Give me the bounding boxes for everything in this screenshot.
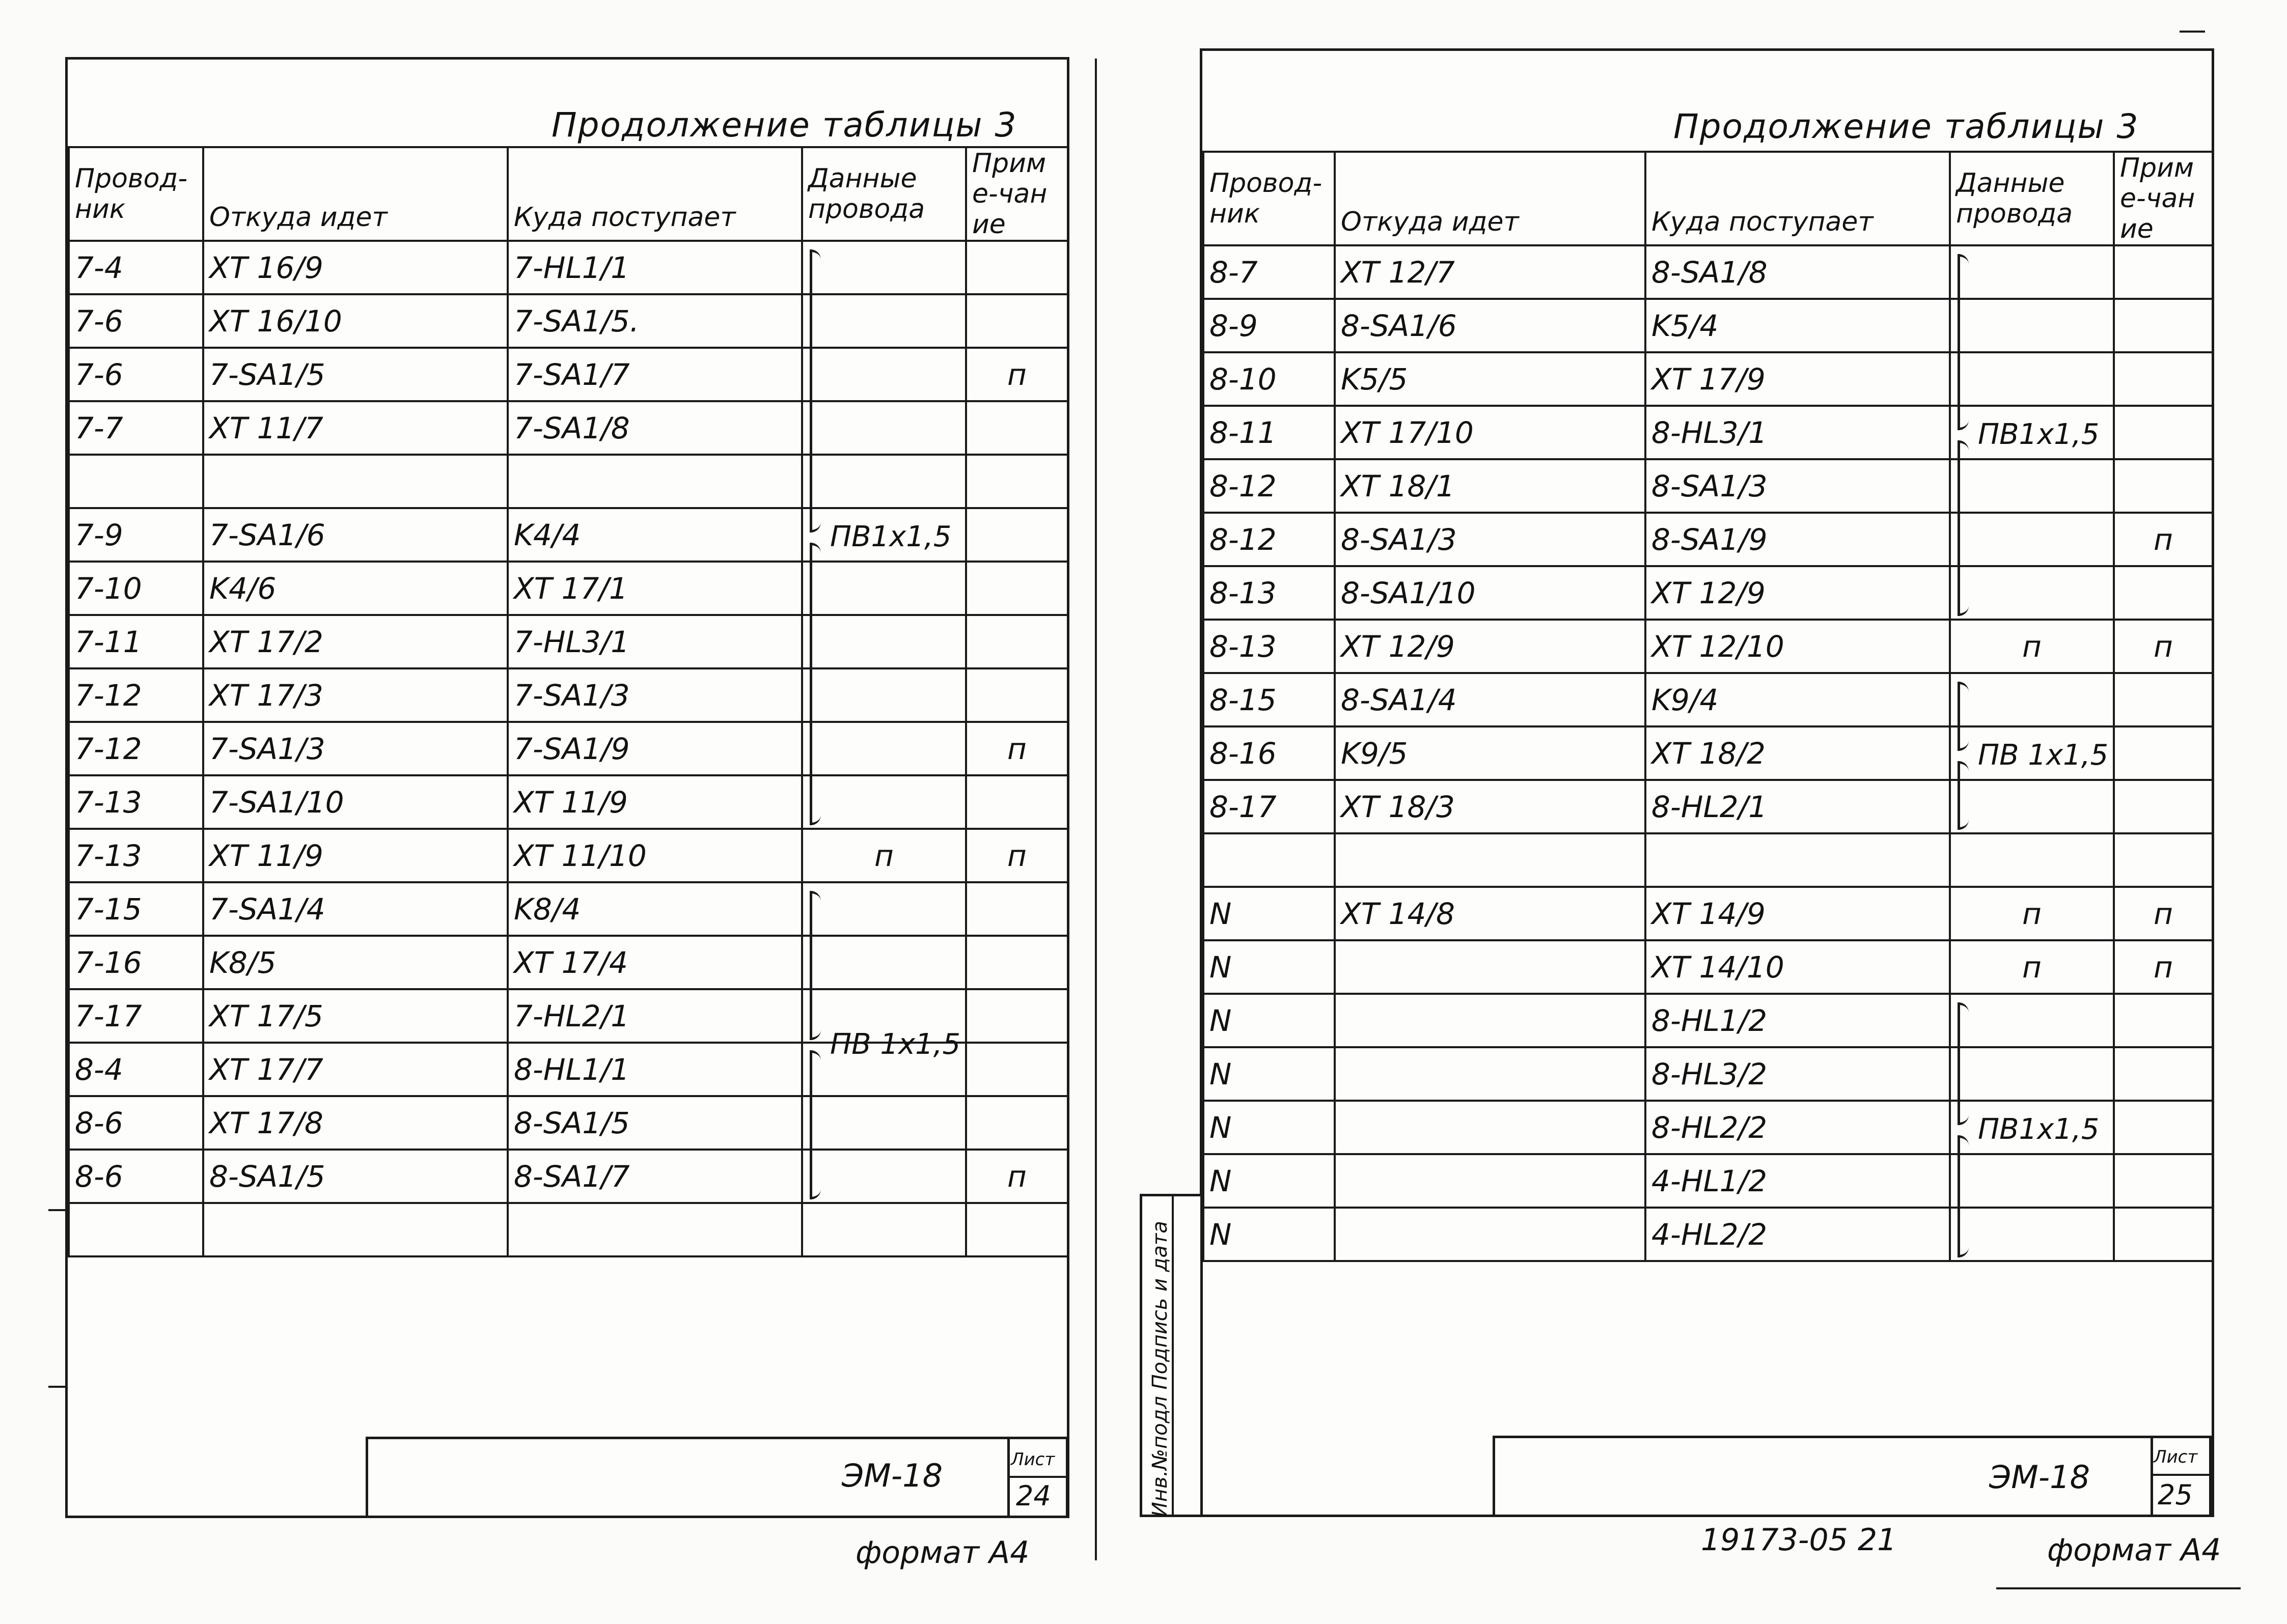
cell-wire: 8-16 [1203,726,1335,780]
cell-wire-data [802,1150,966,1203]
cell-note [2114,994,2213,1047]
cell-note [2114,1208,2213,1261]
cell-wire: 7-10 [69,562,203,615]
cell-from [1335,1154,1645,1208]
cell-wire: N [1203,940,1335,994]
cell-note [2114,673,2213,726]
table-row [1203,833,2213,887]
cell-to: K9/4 [1645,673,1950,726]
sheet-label: Лист [2154,1447,2198,1467]
cell-wire: 8-12 [1203,513,1335,566]
cell-wire [69,1203,203,1256]
cell-note [2114,566,2213,620]
strip-text: Инв.№подл Подпись и дата [1148,1221,1172,1517]
cell-note [966,562,1068,615]
cell-to: XT 12/10 [1645,620,1950,673]
cell-wire: 8-13 [1203,566,1335,620]
cell-wire-data [802,775,966,829]
cell-to: 8-SA1/3 [1645,459,1950,513]
cell-wire-data [802,668,966,722]
cell-note [966,882,1068,936]
cell-wire: 7-16 [69,936,203,989]
format-label: формат А4 [2047,1532,2221,1568]
cell-note [2114,352,2213,406]
cell-wire: 7-4 [69,241,203,294]
cell-wire: 8-6 [69,1150,203,1203]
cell-note [2114,1154,2213,1208]
cell-wire: 8-12 [1203,459,1335,513]
cell-to: 4-HL1/2 [1645,1154,1950,1208]
cell-note [2114,833,2213,887]
group-wire-label: ПВ1х1,5 [830,520,952,553]
cell-note [966,508,1068,562]
cell-wire-data [1950,780,2114,833]
table-row [1203,673,2213,726]
cell-from: K5/5 [1335,352,1645,406]
cell-from: K4/6 [203,562,508,615]
cell-to: XT 12/9 [1645,566,1950,620]
cell-wire-data [1950,1154,2114,1208]
cell-from: K8/5 [203,936,508,989]
cell-note: п [966,722,1068,775]
cell-note: п [2114,513,2213,566]
cell-from: XT 17/8 [203,1096,508,1150]
cell-wire-data [802,294,966,348]
cell-from: 8-SA1/6 [1335,299,1645,352]
cell-wire: 7-6 [69,348,203,401]
cell-wire-data [1950,1047,2114,1101]
cell-from [1335,1101,1645,1154]
cell-wire: 7-15 [69,882,203,936]
cell-from: XT 12/9 [1335,620,1645,673]
cell-wire: 8-4 [69,1043,203,1096]
cell-wire-data: п [1950,887,2114,940]
cell-wire-data [1950,459,2114,513]
cell-from: XT 17/7 [203,1043,508,1096]
table-row [69,722,1068,775]
cell-note [2114,1101,2213,1154]
title-block [1493,1436,2212,1517]
header-row [1203,152,2213,245]
cell-note [2114,406,2213,459]
cell-to: XT 17/1 [508,562,802,615]
cell-wire-data: п [1950,620,2114,673]
table-row [69,615,1068,668]
right-sheet [1200,48,2214,1517]
cell-note: п [2114,940,2213,994]
header-to: Куда поступает [508,147,802,241]
table-row [1203,1047,2213,1101]
cell-wire: N [1203,1101,1335,1154]
cell-to: 4-HL2/2 [1645,1208,1950,1261]
cell-to: 8-SA1/8 [1645,245,1950,299]
cell-from: 8-SA1/5 [203,1150,508,1203]
group-wire-label: ПВ 1х1,5 [1978,738,2109,772]
cell-to: 8-SA1/7 [508,1150,802,1203]
cell-wire-data [802,882,966,936]
table-row [1203,513,2213,566]
cell-note [966,455,1068,508]
cell-wire-data [1950,245,2114,299]
header-note: Приме-чание [966,147,1068,241]
cell-to: K8/4 [508,882,802,936]
cell-wire: 8-7 [1203,245,1335,299]
cell-to: 7-SA1/7 [508,348,802,401]
cell-from: XT 12/7 [1335,245,1645,299]
sheet-number-divider [2151,1474,2212,1476]
cell-to: XT 17/4 [508,936,802,989]
cell-note: п [966,1150,1068,1203]
cell-from: XT 17/2 [203,615,508,668]
sheet-number: 25 [2158,1479,2193,1511]
table-row [1203,245,2213,299]
cell-to: 7-SA1/8 [508,401,802,455]
cell-from [1335,1047,1645,1101]
cell-wire: 8-15 [1203,673,1335,726]
page-edge-line [1095,59,1097,1560]
cell-wire: 7-11 [69,615,203,668]
cell-note [2114,726,2213,780]
cell-wire: 7-13 [69,829,203,882]
cell-to: XT 18/2 [1645,726,1950,780]
table-row [69,1150,1068,1203]
table-row [1203,352,2213,406]
cell-wire: N [1203,994,1335,1047]
cell-to: XT 14/9 [1645,887,1950,940]
cell-to: 7-HL1/1 [508,241,802,294]
format-label: формат А4 [856,1535,1030,1571]
cell-to: 7-SA1/9 [508,722,802,775]
cell-note [2114,780,2213,833]
cell-wire-data [1950,994,2114,1047]
table-row [69,294,1068,348]
cell-wire-data: п [802,829,966,882]
table-row [69,1203,1068,1256]
cell-from [1335,1208,1645,1261]
table-row [1203,994,2213,1047]
cell-wire-data [802,562,966,615]
cell-wire-data [802,936,966,989]
cell-from: 7-SA1/4 [203,882,508,936]
cell-note [966,1096,1068,1150]
table-row [1203,887,2213,940]
cell-from: XT 17/5 [203,989,508,1043]
edge-tick [1996,1587,2241,1589]
cell-note [966,294,1068,348]
sheet-number: 24 [1016,1480,1051,1512]
cell-wire: N [1203,1047,1335,1101]
cell-wire: N [1203,1208,1335,1261]
cell-wire-data [1950,352,2114,406]
cell-to: XT 11/9 [508,775,802,829]
cell-wire: 8-9 [1203,299,1335,352]
table-row [69,668,1068,722]
document-code: ЭМ-18 [842,1457,943,1494]
cell-wire-data [1950,833,2114,887]
cell-note: п [2114,887,2213,940]
cell-wire-data [1950,299,2114,352]
cell-to: 8-HL3/1 [1645,406,1950,459]
table-row [69,348,1068,401]
cell-wire-data [802,455,966,508]
cell-to: 7-SA1/3 [508,668,802,722]
table-row [69,241,1068,294]
sheet-label: Лист [1011,1449,1055,1470]
cell-wire-data [802,1203,966,1256]
cell-to: 7-SA1/5. [508,294,802,348]
continuation-heading: Продолжение таблицы 3 [552,105,1017,145]
table-row [1203,1154,2213,1208]
header-wire: Провод-ник [69,147,203,241]
cell-wire: 7-17 [69,989,203,1043]
cell-from: 7-SA1/6 [203,508,508,562]
cell-to: K4/4 [508,508,802,562]
cell-to: XT 17/9 [1645,352,1950,406]
left-sheet [65,57,1069,1518]
cell-wire-data [802,241,966,294]
cell-wire: 7-7 [69,401,203,455]
cell-to [508,1203,802,1256]
header-wire-data: Данные провода [802,147,966,241]
cell-from: 8-SA1/10 [1335,566,1645,620]
cell-note [966,936,1068,989]
cell-from: 7-SA1/3 [203,722,508,775]
cell-to: K5/4 [1645,299,1950,352]
cell-from [1335,833,1645,887]
document-code: ЭМ-18 [1989,1459,2090,1496]
table-row [1203,299,2213,352]
header-wire: Провод-ник [1203,152,1335,245]
header-note: Приме-чание [2114,152,2213,245]
edge-tick [48,1209,66,1211]
wire-table [1202,151,2214,1262]
cell-note [966,615,1068,668]
cell-note: п [966,829,1068,882]
cell-wire-data [802,1096,966,1150]
cell-wire [69,455,203,508]
group-wire-label: ПВ 1х1,5 [830,1028,961,1061]
cell-note [966,1043,1068,1096]
cell-to: 8-HL2/1 [1645,780,1950,833]
cell-to: 7-HL3/1 [508,615,802,668]
cell-wire-data [1950,513,2114,566]
cell-to: 7-HL2/1 [508,989,802,1043]
cell-wire: N [1203,887,1335,940]
table-row [69,829,1068,882]
cell-from: XT 16/10 [203,294,508,348]
wire-table [68,146,1069,1257]
header-from: Откуда идет [1335,152,1645,245]
cell-note [966,989,1068,1043]
signature-side-strip [1140,1194,1203,1517]
cell-from: K9/5 [1335,726,1645,780]
cell-wire [1203,833,1335,887]
header-to: Куда поступает [1645,152,1950,245]
cell-wire: 8-11 [1203,406,1335,459]
cell-from: 7-SA1/10 [203,775,508,829]
archive-number: 19173-05 21 [1701,1522,1897,1558]
cell-wire: 7-13 [69,775,203,829]
group-wire-label: ПВ1х1,5 [1978,417,2100,451]
header-wire-data: Данные провода [1950,152,2114,245]
cell-note [966,775,1068,829]
cell-from [203,1203,508,1256]
cell-to: 8-HL2/2 [1645,1101,1950,1154]
cell-wire: 7-6 [69,294,203,348]
cell-wire: 7-12 [69,668,203,722]
table-row [69,401,1068,455]
table-row [69,775,1068,829]
cell-note [2114,1047,2213,1101]
cell-to: 8-HL1/1 [508,1043,802,1096]
cell-to [1645,833,1950,887]
cell-to: XT 14/10 [1645,940,1950,994]
table-row [69,882,1068,936]
cell-from: 7-SA1/5 [203,348,508,401]
cell-from: XT 14/8 [1335,887,1645,940]
cell-from [1335,940,1645,994]
sheet-number-divider [1007,1476,1068,1478]
edge-tick [2180,31,2205,33]
cell-wire: 7-12 [69,722,203,775]
group-wire-label: ПВ1х1,5 [1978,1112,2100,1146]
cell-from: XT 18/3 [1335,780,1645,833]
title-block [366,1437,1068,1518]
table-row [1203,780,2213,833]
cell-wire-data [1950,1208,2114,1261]
cell-wire-data: п [1950,940,2114,994]
header-row [69,147,1068,241]
cell-wire-data [1950,673,2114,726]
cell-wire: 8-10 [1203,352,1335,406]
cell-to: XT 11/10 [508,829,802,882]
table-row [69,455,1068,508]
cell-note: п [2114,620,2213,673]
cell-note [2114,459,2213,513]
cell-to: 8-HL1/2 [1645,994,1950,1047]
table-row [69,562,1068,615]
table-row [1203,940,2213,994]
cell-note [2114,299,2213,352]
cell-note [2114,245,2213,299]
cell-wire: 8-13 [1203,620,1335,673]
cell-from: XT 16/9 [203,241,508,294]
continuation-heading: Продолжение таблицы 3 [1673,107,2139,146]
cell-note: п [966,348,1068,401]
table-row [1203,1208,2213,1261]
cell-to [508,455,802,508]
cell-from [1335,994,1645,1047]
cell-wire: N [1203,1154,1335,1208]
edge-tick [48,1386,66,1388]
header-from: Откуда идет [203,147,508,241]
table-row [69,1096,1068,1150]
cell-from: XT 17/10 [1335,406,1645,459]
cell-note [966,401,1068,455]
cell-wire: 7-9 [69,508,203,562]
cell-wire: 8-17 [1203,780,1335,833]
cell-wire-data [802,348,966,401]
table-row [1203,459,2213,513]
cell-from: XT 11/9 [203,829,508,882]
cell-from: XT 18/1 [1335,459,1645,513]
cell-to: 8-HL3/2 [1645,1047,1950,1101]
cell-from: XT 11/7 [203,401,508,455]
cell-from: 8-SA1/3 [1335,513,1645,566]
cell-wire-data [802,401,966,455]
table-row [1203,620,2213,673]
cell-to: 8-SA1/9 [1645,513,1950,566]
cell-note [966,1203,1068,1256]
table-row [1203,566,2213,620]
cell-from: 8-SA1/4 [1335,673,1645,726]
cell-wire-data [802,615,966,668]
cell-wire-data [802,722,966,775]
cell-note [966,668,1068,722]
cell-from [203,455,508,508]
cell-wire-data [1950,566,2114,620]
table-row [69,936,1068,989]
cell-note [966,241,1068,294]
cell-wire: 8-6 [69,1096,203,1150]
cell-from: XT 17/3 [203,668,508,722]
cell-to: 8-SA1/5 [508,1096,802,1150]
